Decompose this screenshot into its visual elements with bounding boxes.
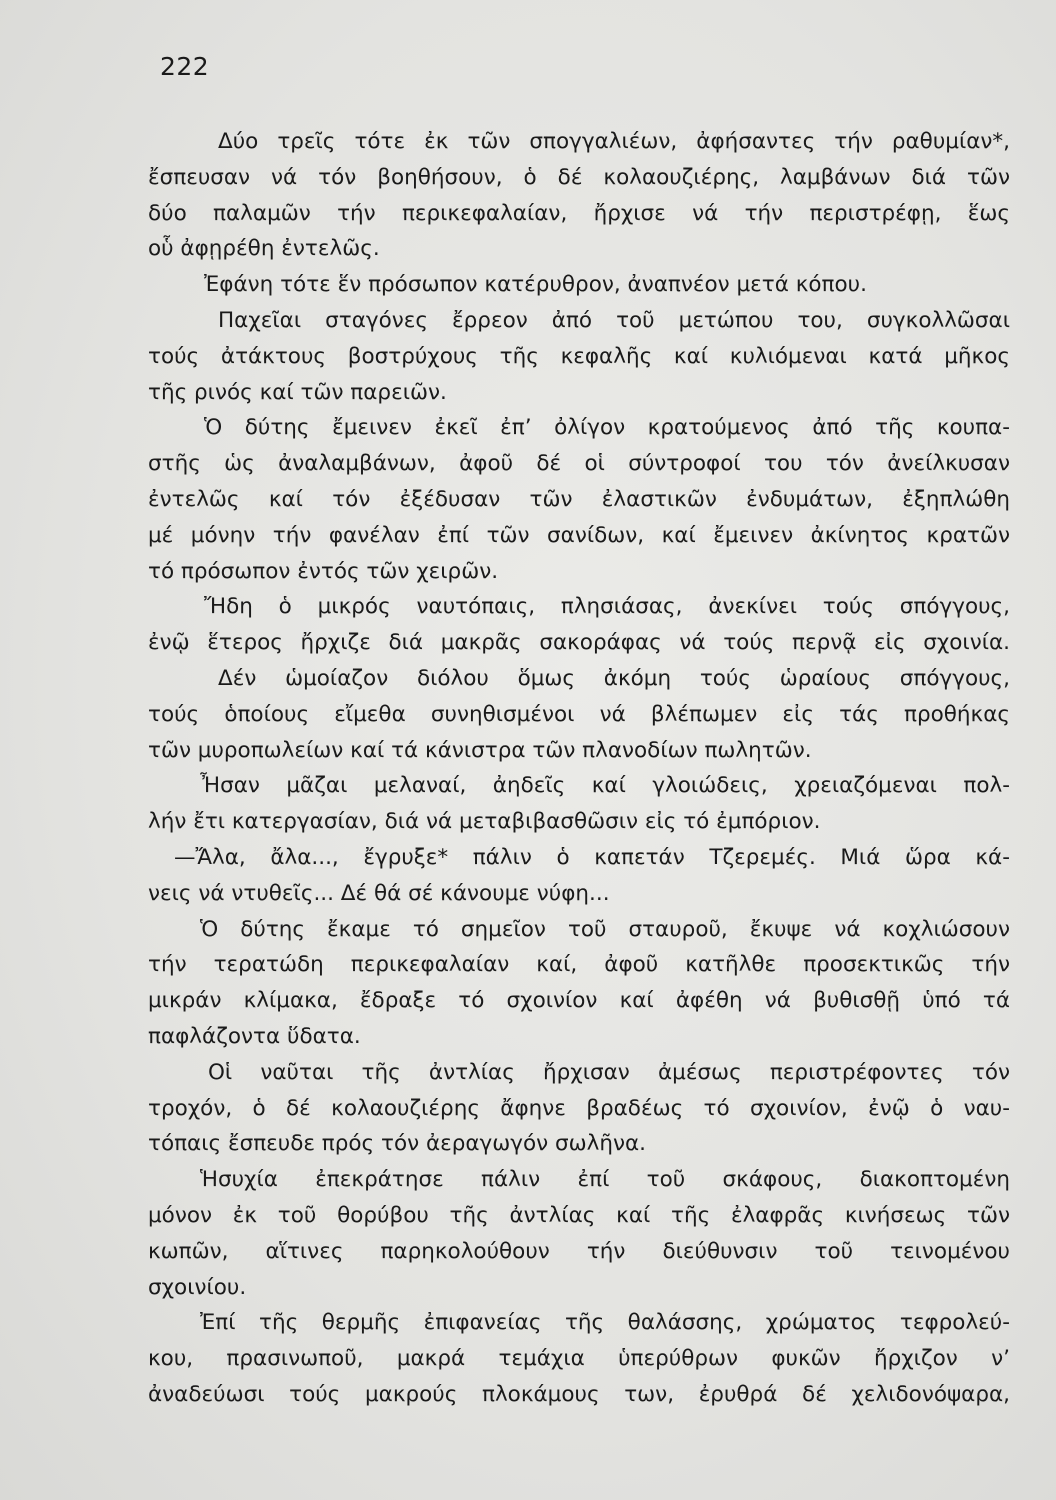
text-line: τό πρόσωπον ἐντός τῶν χειρῶν.	[148, 558, 499, 584]
text-line: —Ἄλα, ἄλα..., ἔγρυξε* πάλιν ὁ καπετάν Τζερεμές. Μιά ὥρα κά-	[174, 844, 1010, 870]
text-line: λήν ἔτι κατεργασίαν, διά νά μεταβιβασθῶσιν εἰς τό ἐμπόριον.	[148, 809, 821, 835]
text-line: Ἐπί τῆς θερμῆς ἐπιφανείας τῆς θαλάσσης, χρώματος τεφρολεύ-	[200, 1310, 1010, 1336]
text-line: Ἦσαν μᾶζαι μελαναί, ἀηδεῖς καί γλοιώδεις, χρειαζόμεναι πολ-	[200, 773, 1010, 799]
text-line: τῆς ρινός καί τῶν παρειῶν.	[148, 379, 447, 405]
text-line: Παχεῖαι σταγόνες ἔρρεον ἀπό τοῦ μετώπου του, συγκολλῶσαι	[218, 307, 1010, 333]
text-line: δύο παλαμῶν τήν περικεφαλαίαν, ἤρχισε νά τήν περιστρέφῃ, ἕως	[148, 200, 1010, 226]
text-line: Ὁ δύτης ἔμεινεν ἐκεῖ ἐπ’ ὀλίγον κρατούμενος ἀπό τῆς κουπα-	[204, 415, 1010, 441]
text-line: τῶν μυροπωλείων καί τά κάνιστρα τῶν πλανοδίων πωλητῶν.	[148, 737, 812, 763]
text-line: σχοινίου.	[148, 1274, 247, 1300]
text-line: κου, πρασινωποῦ, μακρά τεμάχια ὑπερύθρων φυκῶν ἤρχιζον ν’	[148, 1346, 1010, 1372]
text-line: Δύο τρεῖς τότε ἐκ τῶν σπογγαλιέων, ἀφήσαντες τήν ραθυμίαν*,	[218, 129, 1010, 154]
text-line: τροχόν, ὁ δέ κολαουζιέρης ἄφηνε βραδέως τό σχοινίον, ἐνῷ ὁ ναυ-	[148, 1095, 1010, 1121]
text-line: στῆς ὡς ἀναλαμβάνων, ἀφοῦ δέ οἱ σύντροφοί του τόν ἀνείλκυσαν	[148, 451, 1010, 477]
body-text	[148, 124, 1010, 1413]
text-line: Οἱ ναῦται τῆς ἀντλίας ἤρχισαν ἀμέσως περιστρέφοντες τόν	[208, 1059, 1010, 1085]
text-line: νεις νά ντυθεῖς... Δέ θά σέ κάνουμε νύφη...	[148, 880, 610, 906]
text-line: Ἡσυχία ἐπεκράτησε πάλιν ἐπί τοῦ σκάφους, διακοπτομένη	[200, 1167, 1010, 1193]
text-line: μόνον ἐκ τοῦ θορύβου τῆς ἀντλίας καί τῆς ἐλαφρᾶς κινήσεως τῶν	[148, 1202, 1010, 1228]
text-line: παφλάζοντα ὕδατα.	[148, 1023, 361, 1049]
text-line: τήν τερατώδη περικεφαλαίαν καί, ἀφοῦ κατῆλθε προσεκτικῶς τήν	[148, 952, 1010, 978]
text-line: ἀναδεύωσι τούς μακρούς πλοκάμους των, ἐρυθρά δέ χελιδονόψαρα,	[148, 1381, 1010, 1407]
text-line: οὗ ἀφῃρέθη ἐντελῶς.	[148, 236, 380, 262]
text-line: μικράν κλίμακα, ἔδραξε τό σχοινίον καί ἀφέθη νά βυθισθῇ ὑπό τά	[148, 988, 1010, 1014]
text-line: Ὁ δύτης ἔκαμε τό σημεῖον τοῦ σταυροῦ, ἔκυψε νά κοχλιώσουν	[200, 916, 1010, 942]
text-line: Ἐφάνη τότε ἕν πρόσωπον κατέρυθρον, ἀναπνέον μετά κόπου.	[204, 272, 867, 298]
text-line: τούς ὁποίους εἴμεθα συνηθισμένοι νά βλέπωμεν εἰς τάς προθήκας	[148, 701, 1010, 727]
text-line: ἐνῷ ἕτερος ἤρχιζε διά μακρᾶς σακοράφας νά τούς περνᾷ εἰς σχοινία.	[148, 630, 1010, 656]
text-line: ἔσπευσαν νά τόν βοηθήσουν, ὁ δέ κολαουζιέρης, λαμβάνων διά τῶν	[148, 164, 1010, 190]
text-line: μέ μόνην τήν φανέλαν ἐπί τῶν σανίδων, καί ἔμεινεν ἀκίνητος κρατῶν	[148, 522, 1010, 548]
page-number: 222	[160, 52, 210, 81]
text-line: τούς ἀτάκτους βοστρύχους τῆς κεφαλῆς καί κυλιόμεναι κατά μῆκος	[148, 343, 1010, 369]
text-line: κωπῶν, αἵτινες παρηκολούθουν τήν διεύθυνσιν τοῦ τεινομένου	[148, 1238, 1010, 1264]
text-line: Δέν ὡμοίαζον διόλου ὅμως ἀκόμη τούς ὡραίους σπόγγους,	[218, 665, 1010, 691]
text-line: ἐντελῶς καί τόν ἐξέδυσαν τῶν ἐλαστικῶν ἐνδυμάτων, ἐξηπλώθη	[148, 486, 1010, 512]
text-line: τόπαις ἔσπευδε πρός τόν ἀεραγωγόν σωλῆνα.	[148, 1131, 647, 1157]
text-line: Ἤδη ὁ μικρός ναυτόπαις, πλησιάσας, ἀνεκίνει τούς σπόγγους,	[204, 594, 1010, 620]
